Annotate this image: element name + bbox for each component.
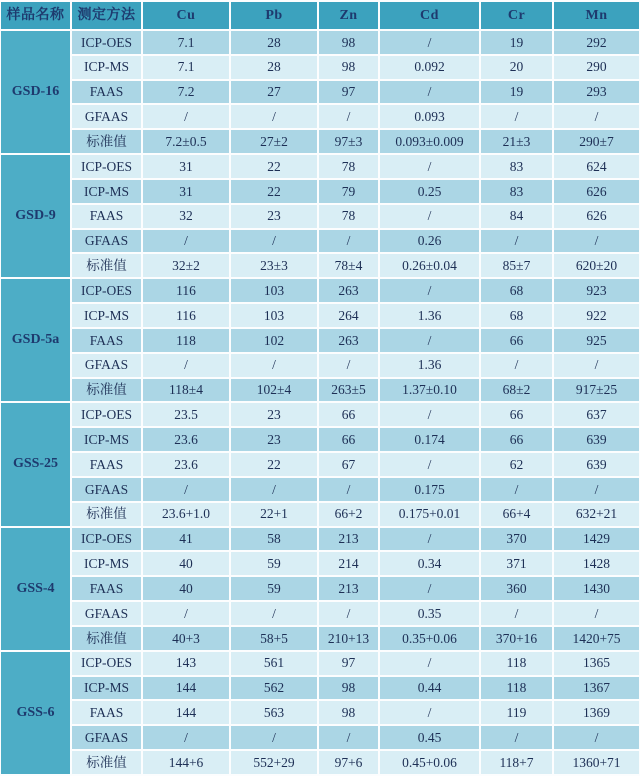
value-cell: 264 (319, 304, 378, 327)
value-cell: 552+29 (231, 751, 317, 774)
value-cell: 360 (481, 577, 552, 600)
value-cell: 78 (319, 205, 378, 228)
header-cell-method: 测定方法 (72, 2, 141, 29)
method-cell: ICP-OES (72, 279, 141, 302)
value-cell: / (143, 726, 229, 749)
value-cell: / (231, 478, 317, 501)
value-cell: 1.36 (380, 304, 479, 327)
value-cell: / (380, 701, 479, 724)
value-cell: 370+16 (481, 627, 552, 650)
sample-cell: GSD-5a (1, 279, 70, 401)
value-cell: 28 (231, 31, 317, 54)
value-cell: 1428 (554, 552, 639, 575)
value-cell: 143 (143, 652, 229, 675)
value-cell: 0.175 (380, 478, 479, 501)
value-cell: 118 (481, 677, 552, 700)
value-cell: 0.44 (380, 677, 479, 700)
value-cell: 41 (143, 528, 229, 551)
value-cell: 118 (143, 329, 229, 352)
value-cell: 1429 (554, 528, 639, 551)
value-cell: 213 (319, 577, 378, 600)
value-cell: 23.6 (143, 453, 229, 476)
value-cell: 32±2 (143, 254, 229, 277)
value-cell: / (380, 453, 479, 476)
method-cell: ICP-MS (72, 677, 141, 700)
value-cell: / (380, 81, 479, 104)
value-cell: 213 (319, 528, 378, 551)
value-cell: 23.5 (143, 403, 229, 426)
value-cell: 144 (143, 677, 229, 700)
value-cell: 290±7 (554, 130, 639, 153)
value-cell: 98 (319, 31, 378, 54)
value-cell: / (143, 230, 229, 253)
value-cell: 28 (231, 56, 317, 79)
value-cell: 118 (481, 652, 552, 675)
value-cell: / (481, 478, 552, 501)
value-cell: 97+6 (319, 751, 378, 774)
value-cell: 97 (319, 81, 378, 104)
header-cell-zn: Zn (319, 2, 378, 29)
method-cell: ICP-MS (72, 552, 141, 575)
value-cell: 0.34 (380, 552, 479, 575)
method-cell: FAAS (72, 577, 141, 600)
value-cell: 20 (481, 56, 552, 79)
method-cell: FAAS (72, 329, 141, 352)
value-cell: 83 (481, 155, 552, 178)
value-cell: 0.35+0.06 (380, 627, 479, 650)
value-cell: 639 (554, 453, 639, 476)
value-cell: 922 (554, 304, 639, 327)
method-cell: ICP-OES (72, 155, 141, 178)
method-cell: 标准值 (72, 751, 141, 774)
value-cell: 78 (319, 155, 378, 178)
value-cell: 626 (554, 205, 639, 228)
value-cell: / (380, 155, 479, 178)
value-cell: 1367 (554, 677, 639, 700)
method-cell: 标准值 (72, 254, 141, 277)
value-cell: 66 (319, 403, 378, 426)
value-cell: / (143, 105, 229, 128)
method-cell: ICP-OES (72, 528, 141, 551)
value-cell: 263±5 (319, 379, 378, 402)
value-cell: / (380, 279, 479, 302)
value-cell: 19 (481, 31, 552, 54)
value-cell: 144 (143, 701, 229, 724)
value-cell: 1.36 (380, 354, 479, 377)
method-cell: FAAS (72, 81, 141, 104)
header-cell-mn: Mn (554, 2, 639, 29)
value-cell: 31 (143, 155, 229, 178)
value-cell: 562 (231, 677, 317, 700)
value-cell: 59 (231, 552, 317, 575)
value-cell: 923 (554, 279, 639, 302)
value-cell: 40+3 (143, 627, 229, 650)
method-cell: ICP-MS (72, 56, 141, 79)
sample-cell: GSD-16 (1, 31, 70, 153)
value-cell: 1360+71 (554, 751, 639, 774)
value-cell: 68±2 (481, 379, 552, 402)
value-cell: / (319, 602, 378, 625)
value-cell: 102 (231, 329, 317, 352)
method-cell: 标准值 (72, 379, 141, 402)
value-cell: 23.6+1.0 (143, 503, 229, 526)
value-cell: 62 (481, 453, 552, 476)
value-cell: 68 (481, 279, 552, 302)
value-cell: 7.2 (143, 81, 229, 104)
value-cell: 0.35 (380, 602, 479, 625)
method-cell: ICP-MS (72, 180, 141, 203)
sample-cell: GSS-6 (1, 652, 70, 774)
value-cell: 31 (143, 180, 229, 203)
value-cell: 1369 (554, 701, 639, 724)
value-cell: 66 (319, 428, 378, 451)
value-cell: 27±2 (231, 130, 317, 153)
value-cell: 103 (231, 304, 317, 327)
value-cell: / (481, 726, 552, 749)
value-cell: 620±20 (554, 254, 639, 277)
value-cell: 290 (554, 56, 639, 79)
value-cell: 917±25 (554, 379, 639, 402)
value-cell: 23 (231, 205, 317, 228)
value-cell: 40 (143, 577, 229, 600)
value-cell: / (231, 105, 317, 128)
value-cell: 97±3 (319, 130, 378, 153)
value-cell: 84 (481, 205, 552, 228)
value-cell: 22 (231, 453, 317, 476)
value-cell: 118±4 (143, 379, 229, 402)
value-cell: 144+6 (143, 751, 229, 774)
value-cell: 59 (231, 577, 317, 600)
value-cell: 21±3 (481, 130, 552, 153)
value-cell: 85±7 (481, 254, 552, 277)
value-cell: 7.1 (143, 56, 229, 79)
value-cell: 263 (319, 329, 378, 352)
value-cell: 1365 (554, 652, 639, 675)
value-cell: 23 (231, 403, 317, 426)
value-cell: 98 (319, 701, 378, 724)
value-cell: 1420+75 (554, 627, 639, 650)
value-cell: 637 (554, 403, 639, 426)
value-cell: 66 (481, 329, 552, 352)
value-cell: 119 (481, 701, 552, 724)
value-cell: 0.26 (380, 230, 479, 253)
value-cell: / (481, 230, 552, 253)
method-cell: 标准值 (72, 130, 141, 153)
value-cell: 23.6 (143, 428, 229, 451)
value-cell: 561 (231, 652, 317, 675)
value-cell: 0.174 (380, 428, 479, 451)
method-cell: GFAAS (72, 230, 141, 253)
method-cell: FAAS (72, 205, 141, 228)
value-cell: / (554, 726, 639, 749)
method-cell: GFAAS (72, 105, 141, 128)
value-cell: 22+1 (231, 503, 317, 526)
value-cell: 7.2±0.5 (143, 130, 229, 153)
value-cell: 23±3 (231, 254, 317, 277)
value-cell: / (319, 478, 378, 501)
value-cell: 293 (554, 81, 639, 104)
header-cell-sample: 样品名称 (1, 2, 70, 29)
value-cell: / (554, 354, 639, 377)
value-cell: / (231, 726, 317, 749)
method-cell: 标准值 (72, 627, 141, 650)
value-cell: 32 (143, 205, 229, 228)
sample-cell: GSD-9 (1, 155, 70, 277)
value-cell: / (554, 602, 639, 625)
value-cell: / (380, 31, 479, 54)
value-cell: / (481, 105, 552, 128)
method-cell: ICP-MS (72, 428, 141, 451)
value-cell: 116 (143, 279, 229, 302)
value-cell: / (481, 354, 552, 377)
value-cell: 1.37±0.10 (380, 379, 479, 402)
value-cell: 22 (231, 155, 317, 178)
method-cell: ICP-OES (72, 31, 141, 54)
value-cell: 563 (231, 701, 317, 724)
value-cell: 632+21 (554, 503, 639, 526)
method-cell: ICP-OES (72, 652, 141, 675)
value-cell: 22 (231, 180, 317, 203)
value-cell: 292 (554, 31, 639, 54)
value-cell: 66+2 (319, 503, 378, 526)
value-cell: 214 (319, 552, 378, 575)
value-cell: 263 (319, 279, 378, 302)
value-cell: 98 (319, 56, 378, 79)
sample-cell: GSS-4 (1, 528, 70, 650)
method-cell: GFAAS (72, 726, 141, 749)
value-cell: 210+13 (319, 627, 378, 650)
method-cell: GFAAS (72, 478, 141, 501)
value-cell: 371 (481, 552, 552, 575)
value-cell: 118+7 (481, 751, 552, 774)
value-cell: 0.45 (380, 726, 479, 749)
value-cell: 58 (231, 528, 317, 551)
value-cell: 40 (143, 552, 229, 575)
value-cell: 27 (231, 81, 317, 104)
value-cell: / (380, 528, 479, 551)
value-cell: / (380, 652, 479, 675)
value-cell: / (380, 205, 479, 228)
value-cell: / (231, 602, 317, 625)
value-cell: 83 (481, 180, 552, 203)
value-cell: / (380, 577, 479, 600)
value-cell: 58+5 (231, 627, 317, 650)
header-cell-pb: Pb (231, 2, 317, 29)
value-cell: 639 (554, 428, 639, 451)
method-cell: 标准值 (72, 503, 141, 526)
value-cell: 0.092 (380, 56, 479, 79)
value-cell: 0.175+0.01 (380, 503, 479, 526)
value-cell: / (231, 230, 317, 253)
value-cell: / (380, 329, 479, 352)
sample-cell: GSS-25 (1, 403, 70, 525)
value-cell: / (143, 602, 229, 625)
value-cell: / (143, 354, 229, 377)
value-cell: / (231, 354, 317, 377)
value-cell: 102±4 (231, 379, 317, 402)
value-cell: 370 (481, 528, 552, 551)
value-cell: 624 (554, 155, 639, 178)
method-cell: ICP-OES (72, 403, 141, 426)
value-cell: 0.093±0.009 (380, 130, 479, 153)
value-cell: 23 (231, 428, 317, 451)
value-cell: / (319, 105, 378, 128)
value-cell: 66+4 (481, 503, 552, 526)
value-cell: 103 (231, 279, 317, 302)
header-cell-cr: Cr (481, 2, 552, 29)
value-cell: 116 (143, 304, 229, 327)
value-cell: / (554, 230, 639, 253)
value-cell: 19 (481, 81, 552, 104)
value-cell: / (319, 726, 378, 749)
value-cell: 626 (554, 180, 639, 203)
value-cell: / (380, 403, 479, 426)
value-cell: 67 (319, 453, 378, 476)
header-cell-cd: Cd (380, 2, 479, 29)
method-cell: ICP-MS (72, 304, 141, 327)
value-cell: 66 (481, 428, 552, 451)
value-cell: 98 (319, 677, 378, 700)
value-cell: 68 (481, 304, 552, 327)
value-cell: 66 (481, 403, 552, 426)
value-cell: 1430 (554, 577, 639, 600)
value-cell: 97 (319, 652, 378, 675)
value-cell: 78±4 (319, 254, 378, 277)
method-cell: FAAS (72, 701, 141, 724)
value-cell: / (319, 230, 378, 253)
value-cell: / (143, 478, 229, 501)
value-cell: 7.1 (143, 31, 229, 54)
value-cell: / (554, 105, 639, 128)
method-cell: GFAAS (72, 602, 141, 625)
method-cell: FAAS (72, 453, 141, 476)
value-cell: 0.093 (380, 105, 479, 128)
header-cell-cu: Cu (143, 2, 229, 29)
value-cell: 925 (554, 329, 639, 352)
value-cell: / (319, 354, 378, 377)
value-cell: 0.25 (380, 180, 479, 203)
value-cell: / (481, 602, 552, 625)
value-cell: / (554, 478, 639, 501)
value-cell: 0.26±0.04 (380, 254, 479, 277)
method-cell: GFAAS (72, 354, 141, 377)
value-cell: 0.45+0.06 (380, 751, 479, 774)
value-cell: 79 (319, 180, 378, 203)
